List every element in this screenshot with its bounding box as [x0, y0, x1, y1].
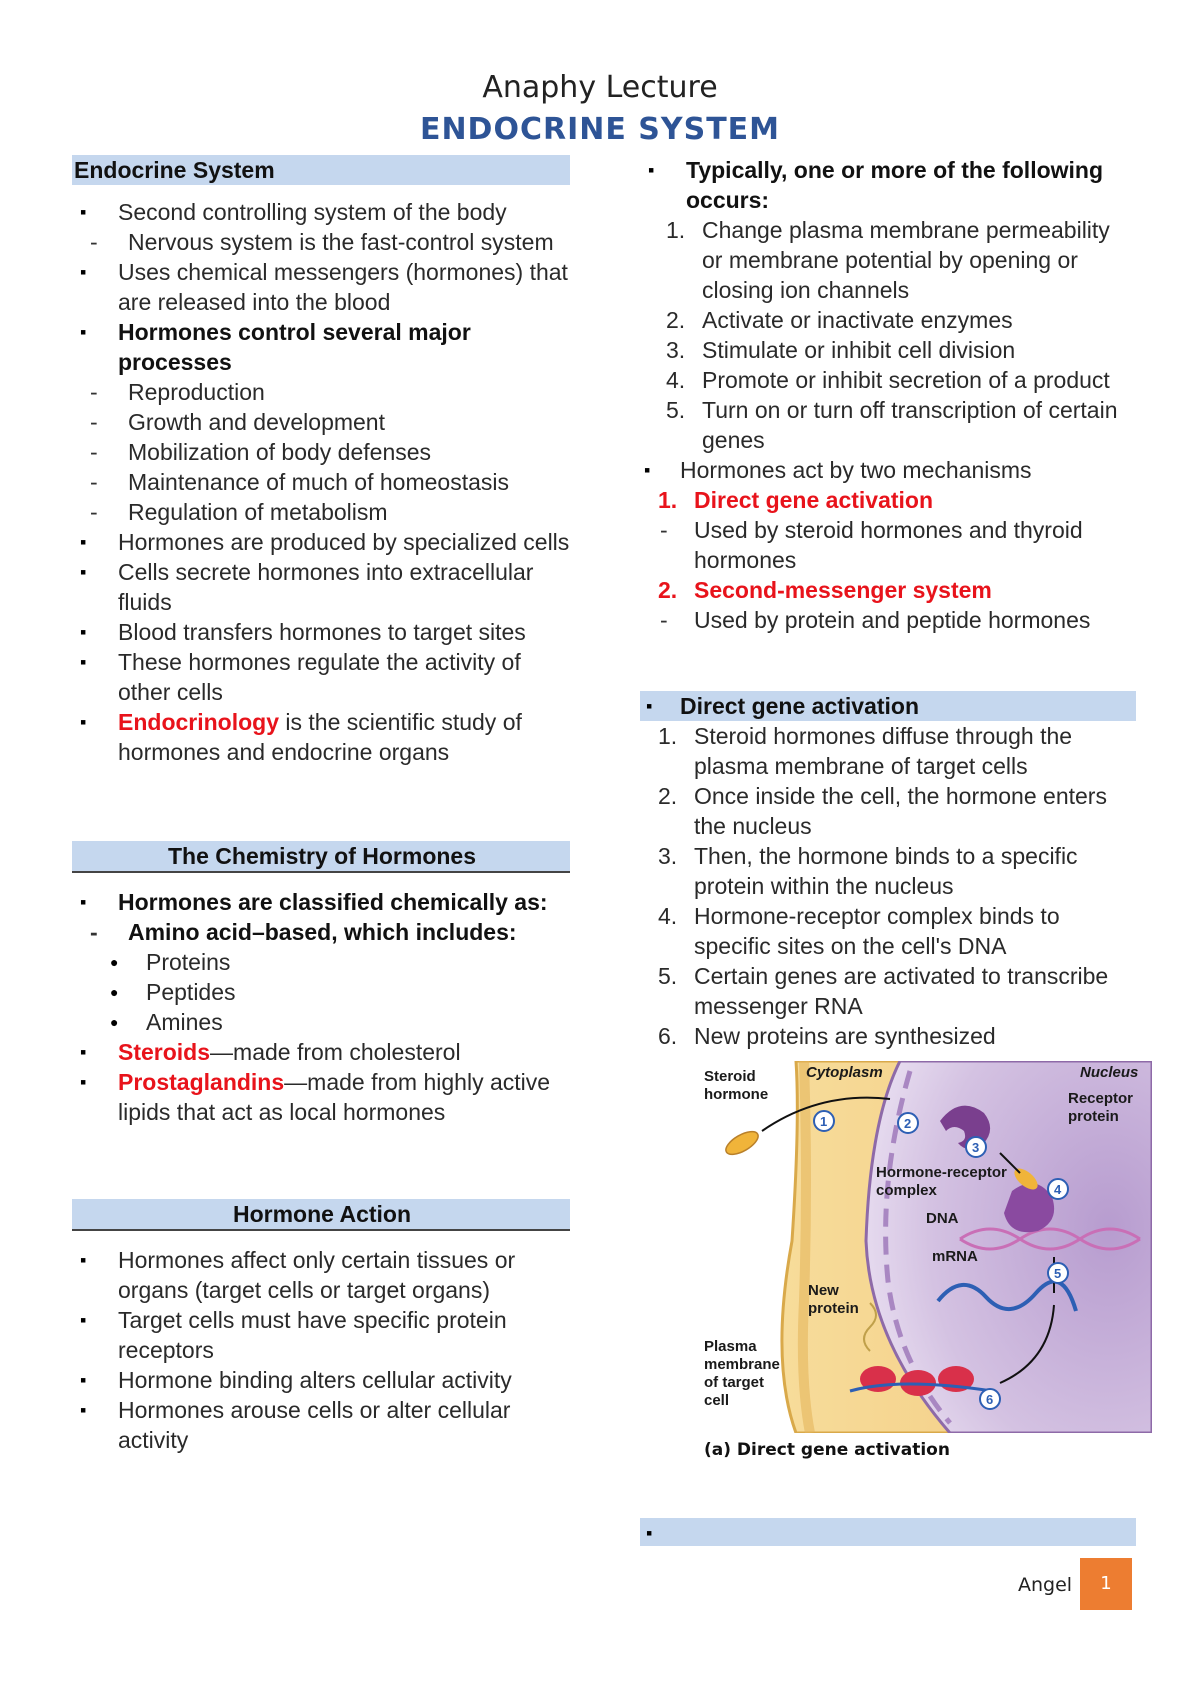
- numbered-item: [640, 335, 1136, 365]
- step-1-icon: 1: [820, 1114, 828, 1129]
- mechanism-1: [640, 485, 1136, 515]
- item-text: Promote or inhibit secretion of a product: [702, 367, 1110, 393]
- numbered-item: [640, 901, 1136, 961]
- step-4-icon: 4: [1054, 1182, 1062, 1197]
- numbered-item: [640, 215, 1136, 305]
- mechanism-2: [640, 575, 1136, 605]
- numbered-item: [640, 781, 1136, 841]
- item-text: Once inside the cell, the hormone enters the nucleus: [694, 783, 1107, 839]
- step-6-icon: 6: [986, 1392, 994, 1407]
- bullet-item: ▪ Uses chemical messengers (hormones) that are released into the blood: [72, 257, 570, 317]
- dash-item: - Used by steroid hormones and thyroid hormones: [640, 515, 1136, 575]
- dot-item: ● Peptides: [72, 977, 570, 1007]
- section-heading-chemistry: The Chemistry of Hormones: [72, 841, 570, 873]
- numbered-item: [640, 305, 1136, 335]
- left-column: [72, 155, 570, 1455]
- numbered-item: [640, 1021, 1136, 1051]
- item-text: Activate or inactivate enzymes: [702, 307, 1013, 333]
- item-text: Steroid hormones diffuse through the plasma membrane of target cells: [694, 723, 1073, 779]
- numbered-item: [640, 841, 1136, 901]
- square-bullet-icon: ▪: [646, 696, 653, 716]
- bullet-item: ▪ Cells secrete hormones into extracellular fluids: [72, 557, 570, 617]
- term-steroids: Steroids: [118, 1039, 211, 1065]
- step-5-icon: 5: [1054, 1266, 1062, 1281]
- section-heading-direct: [640, 691, 1136, 721]
- item-number: 4.: [658, 903, 678, 929]
- page-number: 1: [1080, 1558, 1132, 1610]
- document-title: Anaphy Lecture: [482, 70, 718, 105]
- bullet-item: ▪ Typically, one or more of the following occurs:: [640, 155, 1136, 215]
- square-bullet-icon: ▪: [646, 1523, 653, 1543]
- item-text: Turn on or turn off transcription of certain genes: [702, 397, 1118, 453]
- bullet-item: ▪ Target cells must have specific protein receptors: [72, 1305, 570, 1365]
- label-steroid: Steroid: [704, 1068, 756, 1085]
- step-3-icon: 3: [972, 1140, 980, 1155]
- dot-item: ● Proteins: [72, 947, 570, 977]
- cell-diagram: [700, 1061, 1152, 1433]
- item-number: 1.: [666, 217, 686, 243]
- label-hormone: hormone: [704, 1086, 769, 1103]
- item-text: Second-messenger system: [694, 577, 992, 603]
- term-description: is the scientific study of hormones and endocrine organs: [118, 709, 522, 765]
- item-text: Hormone-receptor complex binds to specific sites on the cell's DNA: [694, 903, 1060, 959]
- label-new: New: [808, 1282, 839, 1299]
- dash-item: - Nervous system is the fast-control system: [72, 227, 570, 257]
- bullet-item: ▪ Second controlling system of the body: [72, 197, 570, 227]
- bullet-item: ▪ These hormones regulate the activity of other cells: [72, 647, 570, 707]
- label-mrna: mRNA: [932, 1248, 978, 1265]
- item-text: Stimulate or inhibit cell division: [702, 337, 1016, 363]
- item-number: 6.: [658, 1023, 678, 1049]
- bullet-item-steroids: [72, 1037, 570, 1067]
- term-endocrinology: Endocrinology: [118, 709, 279, 735]
- term-description: —made from highly active lipids that act as local hormones: [118, 1069, 551, 1125]
- item-number: 1.: [658, 723, 678, 749]
- label-cytoplasm: Cytoplasm: [806, 1064, 883, 1081]
- item-number: 3.: [658, 843, 678, 869]
- bullet-item: ▪ Hormones are classified chemically as:: [72, 887, 570, 917]
- label-complex-1: Hormone-receptor: [876, 1164, 1007, 1181]
- label-cell: cell: [704, 1392, 730, 1409]
- item-text: New proteins are synthesized: [694, 1023, 996, 1049]
- item-number: 2.: [666, 307, 686, 333]
- label-protein: protein: [1068, 1108, 1119, 1125]
- step-2-icon: 2: [904, 1116, 912, 1131]
- numbered-item: [640, 395, 1136, 455]
- label-complex-2: complex: [876, 1182, 937, 1199]
- dash-item: - Used by protein and peptide hormones: [640, 605, 1136, 635]
- dash-item: - Mobilization of body defenses: [72, 437, 570, 467]
- item-number: 5.: [666, 397, 686, 423]
- label-of-target: of target: [704, 1374, 764, 1391]
- term-prostaglandins: Prostaglandins: [118, 1069, 285, 1095]
- dash-item: - Reproduction: [72, 377, 570, 407]
- bullet-item-endocrinology: [72, 707, 570, 767]
- dash-item: - Amino acid–based, which includes:: [72, 917, 570, 947]
- item-text: Certain genes are activated to transcribe messenger RNA: [694, 963, 1109, 1019]
- bullet-item: ▪ Hormones are produced by specialized cells: [72, 527, 570, 557]
- label-receptor: Receptor: [1068, 1090, 1134, 1107]
- dash-item: - Regulation of metabolism: [72, 497, 570, 527]
- heading-text: Direct gene activation: [680, 693, 920, 719]
- empty-bullet-bar: [640, 1518, 1136, 1546]
- item-number: 4.: [666, 367, 686, 393]
- section-heading-action: Hormone Action: [72, 1199, 570, 1231]
- item-number: 3.: [666, 337, 686, 363]
- bullet-item: ▪ Hormones affect only certain tissues or organs (target cells or target organs): [72, 1245, 570, 1305]
- bullet-item: ▪ Hormones arouse cells or alter cellular activity: [72, 1395, 570, 1455]
- term-description: —made from cholesterol: [210, 1039, 461, 1065]
- document-subtitle: ENDOCRINE SYSTEM: [419, 112, 781, 147]
- bullet-item-prostaglandins: [72, 1067, 570, 1127]
- bullet-item: ▪ Hormone binding alters cellular activity: [72, 1365, 570, 1395]
- item-number: 2.: [658, 783, 678, 809]
- item-number: 5.: [658, 963, 678, 989]
- label-dna: DNA: [926, 1210, 959, 1227]
- label-plasma: Plasma: [704, 1338, 757, 1355]
- bullet-item: ▪ Hormones control several major processes: [72, 317, 570, 377]
- numbered-item: [640, 721, 1136, 781]
- numbered-item: [640, 961, 1136, 1021]
- bullet-item: ▪ Blood transfers hormones to target sites: [72, 617, 570, 647]
- item-text: Then, the hormone binds to a specific protein within the nucleus: [694, 843, 1078, 899]
- dash-item: - Growth and development: [72, 407, 570, 437]
- author-name: Angel: [1018, 1574, 1073, 1596]
- item-number: 2.: [658, 577, 678, 603]
- dash-item: - Maintenance of much of homeostasis: [72, 467, 570, 497]
- direct-gene-activation-figure: [700, 1061, 1152, 1461]
- bullet-item: ▪ Hormones act by two mechanisms: [640, 455, 1136, 485]
- section-heading-endocrine: Endocrine System: [72, 155, 570, 185]
- figure-caption: (a) Direct gene activation: [704, 1440, 950, 1460]
- label-membrane: membrane: [704, 1356, 780, 1373]
- item-text: Direct gene activation: [694, 487, 934, 513]
- label-new-protein: protein: [808, 1300, 859, 1317]
- item-number: 1.: [658, 487, 678, 513]
- label-nucleus: Nucleus: [1080, 1064, 1139, 1081]
- numbered-item: [640, 365, 1136, 395]
- right-column: [640, 155, 1139, 1461]
- item-text: Change plasma membrane permeability or membrane potential by opening or closing ion channels: [702, 217, 1110, 303]
- dot-item: ● Amines: [72, 1007, 570, 1037]
